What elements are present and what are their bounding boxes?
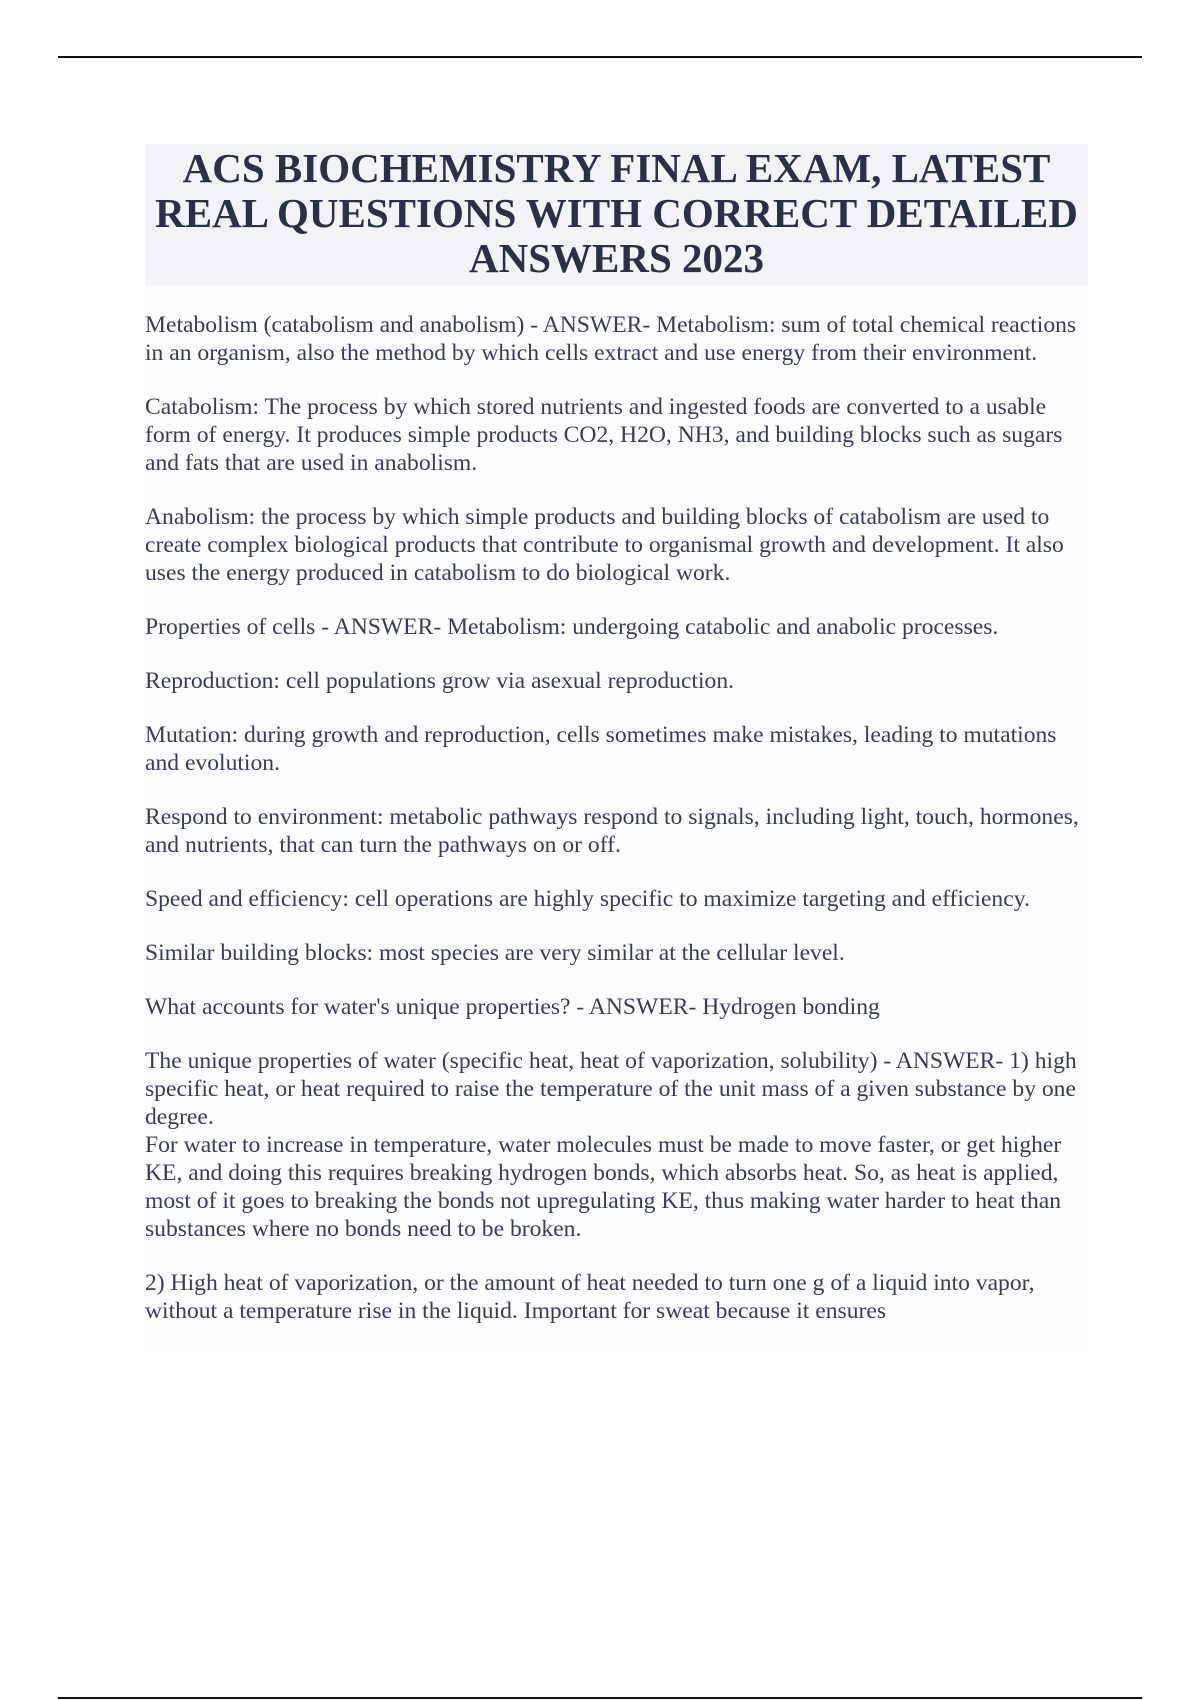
paragraph-respond-to-environment: Respond to environment: metabolic pathways respond to signals, including light, touch, hormones, and nutrients, that can turn the pathways on or off. — [145, 804, 1079, 858]
document-body — [145, 144, 1088, 1351]
paragraph-reproduction: Reproduction: cell populations grow via asexual reproduction. — [145, 668, 735, 694]
paragraph-properties-of-cells: Properties of cells - ANSWER- Metabolism: undergoing catabolic and anabolic processes. — [145, 614, 999, 640]
paragraph-speed-and-efficiency: Speed and efficiency: cell operations are highly specific to maximize targeting and efficiency. — [145, 886, 1030, 912]
paragraph-metabolism: Metabolism (catabolism and anabolism) - ANSWER- Metabolism: sum of total chemical reactions in an organism, also the method by which cells extract and use energy from their environment. — [145, 312, 1077, 366]
paragraph-similar-building-blocks: Similar building blocks: most species are very similar at the cellular level. — [145, 940, 845, 966]
top-rule — [58, 56, 1142, 58]
paragraph-heat-of-vaporization: 2) High heat of vaporization, or the amount of heat needed to turn one g of a liquid into vapor, without a temperature rise in the liquid. Important for sweat because it ensures — [145, 1270, 1035, 1324]
paragraph-water-question: What accounts for water's unique properties? - ANSWER- Hydrogen bonding — [145, 994, 880, 1020]
paragraph-water-temperature: For water to increase in temperature, water molecules must be made to move faster, or get higher KE, and doing this requires breaking hydrogen bonds, which absorbs heat. So, as heat is applied, most of it goes to breaking the bonds not upregulating KE, thus making water harder to heat than substances where no bonds need to be broken. — [145, 1132, 1062, 1242]
paragraph-mutation: Mutation: during growth and reproduction, cells sometimes make mistakes, leading to mutations and evolution. — [145, 722, 1057, 776]
paragraph-catabolism: Catabolism: The process by which stored nutrients and ingested foods are converted to a usable form of energy. It produces simple products CO2, H2O, NH3, and building blocks such as sugars and fats that are used in anabolism. — [145, 394, 1063, 476]
document-title: ACS BIOCHEMISTRY FINAL EXAM, LATEST REAL QUESTIONS WITH CORRECT DETAILED ANSWERS 2023 — [145, 144, 1088, 285]
paragraph-water-unique-properties: The unique properties of water (specific heat, heat of vaporization, solubility) - ANSWER- 1) high specific heat, or heat required to raise the temperature of the unit mass of a given substance by one degree. — [145, 1048, 1077, 1130]
bottom-rule — [58, 1697, 1142, 1699]
paragraph-anabolism: Anabolism: the process by which simple products and building blocks of catabolism are used to create complex biological products that contribute to organismal growth and development. It also uses the energy produced in catabolism to do biological work. — [145, 504, 1064, 586]
